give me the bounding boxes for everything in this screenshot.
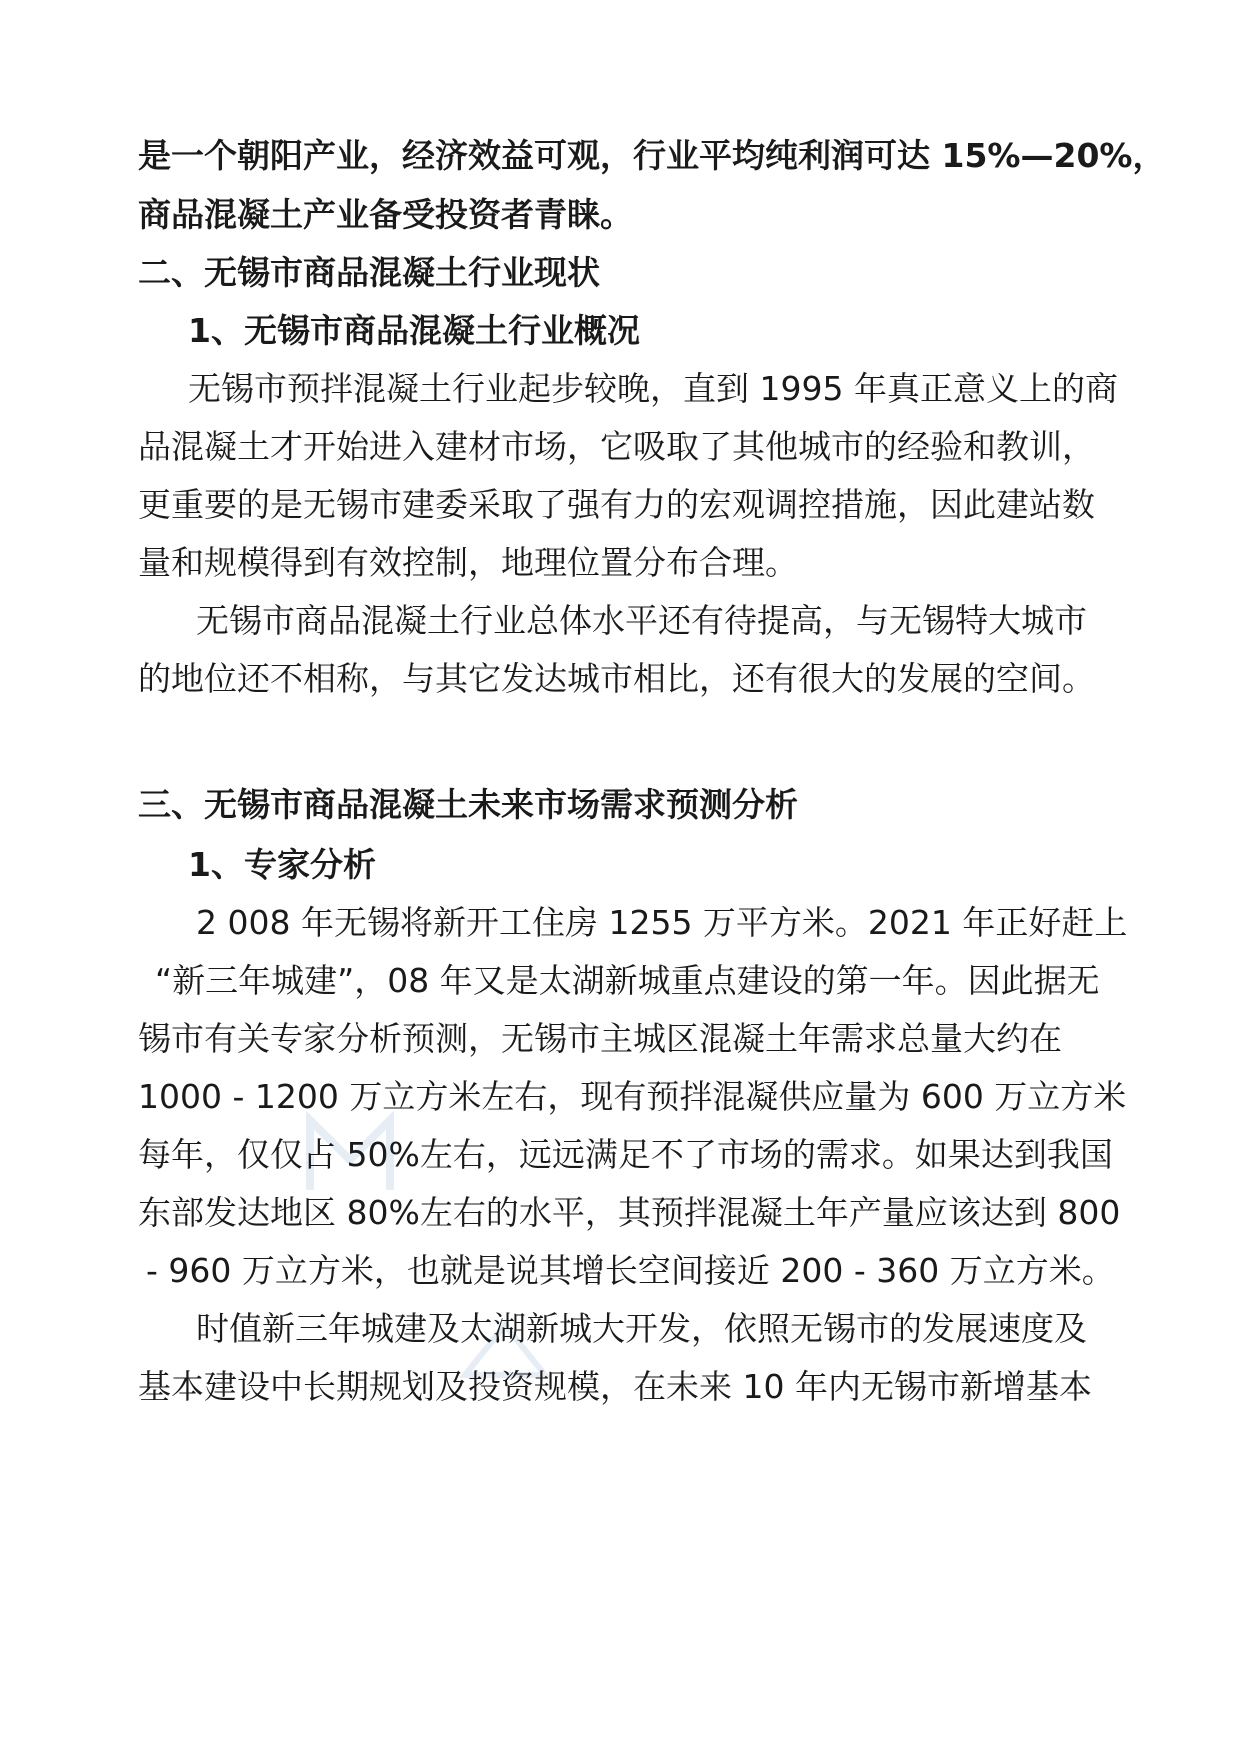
paragraph-line: 的地位还不相称，与其它发达城市相比，还有很大的发展的空间。 (138, 659, 1095, 698)
paragraph-line: 无锡市预拌混凝土行业起步较晚，直到 1995 年真正意义上的商 (188, 369, 1118, 408)
section-heading-3: 三、无锡市商品混凝土未来市场需求预测分析 (138, 785, 798, 824)
section-heading-2: 二、无锡市商品混凝土行业现状 (138, 253, 600, 292)
paragraph-line: 1000 - 1200 万立方米左右，现有预拌混凝供应量为 600 万立方米 (138, 1077, 1127, 1116)
paragraph-line: 时值新三年城建及太湖新城大开发，依照无锡市的发展速度及 (196, 1309, 1087, 1348)
paragraph-line: - 960 万立方米，也就是说其增长空间接近 200 - 360 万立方米。 (146, 1251, 1115, 1290)
paragraph-line: 无锡市商品混凝土行业总体水平还有待提高，与无锡特大城市 (196, 601, 1087, 640)
paragraph-line: 量和规模得到有效控制，地理位置分布合理。 (138, 543, 798, 582)
paragraph-line: 东部发达地区 80%左右的水平，其预拌混凝土年产量应该达到 800 (138, 1193, 1121, 1232)
subsection-heading-3-1: 1、专家分析 (188, 845, 376, 884)
paragraph-line: 锡市有关专家分析预测，无锡市主城区混凝土年需求总量大约在 (138, 1019, 1062, 1058)
paragraph-line: 2 008 年无锡将新开工住房 1255 万平方米。2021 年正好赶上 (196, 903, 1128, 942)
subsection-heading-2-1: 1、无锡市商品混凝土行业概况 (188, 311, 640, 350)
text-line: 是一个朝阳产业，经济效益可观，行业平均纯利润可达 15%—20%， (138, 136, 1166, 175)
paragraph-line: 品混凝土才开始进入建材市场，它吸取了其他城市的经验和教训， (138, 427, 1095, 466)
paragraph-line: 基本建设中长期规划及投资规模，在未来 10 年内无锡市新增基本 (138, 1367, 1092, 1406)
paragraph-line: 更重要的是无锡市建委采取了强有力的宏观调控措施，因此建站数 (138, 485, 1095, 524)
paragraph-line: 每年，仅仅占 50%左右，远远满足不了市场的需求。如果达到我国 (138, 1135, 1113, 1174)
paragraph-line: “新三年城建”，08 年又是太湖新城重点建设的第一年。因此据无 (155, 961, 1100, 1000)
text-line: 商品混凝土产业备受投资者青睐。 (138, 195, 633, 234)
